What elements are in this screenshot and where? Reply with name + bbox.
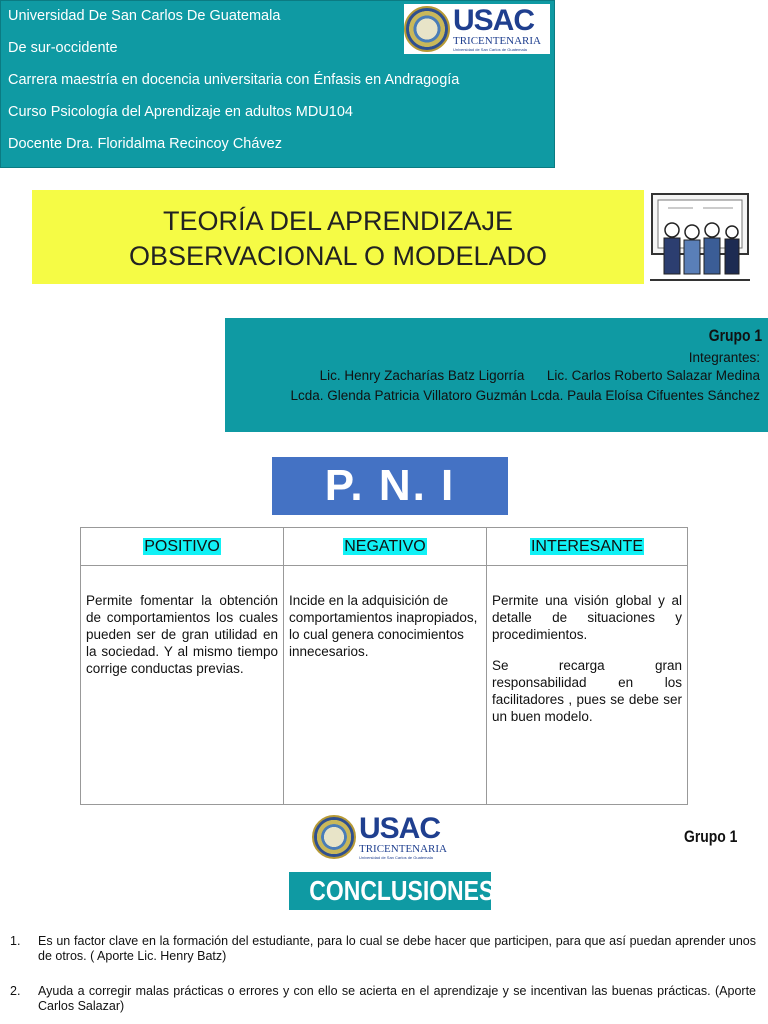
conclusions-title xyxy=(289,872,495,910)
usac-logo-tiny-2: Universidad de San Carlos de Guatemala xyxy=(359,855,433,860)
university-name: Universidad De San Carlos De Guatemala xyxy=(8,8,281,24)
pni-table xyxy=(80,527,688,805)
list-number: 2. xyxy=(10,984,21,998)
header-positivo xyxy=(81,528,284,566)
classroom-illustration xyxy=(648,190,752,286)
usac-logo-conclusions xyxy=(312,812,456,862)
positivo-label: POSITIVO xyxy=(144,537,220,555)
interesante-text-2: Se recarga gran responsabilidad en los facilitadores , pues se debe ser un buen modelo. xyxy=(492,658,682,724)
negativo-label: NEGATIVO xyxy=(344,537,426,555)
course-name: Curso Psicología del Aprendizaje en adultos MDU104 xyxy=(8,104,353,120)
usac-logo-text: USAC xyxy=(453,4,535,37)
members-line-2: Lcda. Glenda Patricia Villatoro Guzmán Lcda. Paula Eloísa Cifuentes Sánchez xyxy=(290,388,760,403)
career-name: Carrera maestría en docencia universitaria con Énfasis en Andragogía xyxy=(8,72,460,88)
interesante-label: INTERESANTE xyxy=(530,537,643,555)
positivo-text: Permite fomentar la obtención de comportamientos los cuales pueden ser de gran utilidad en la sociedad. Y al mismo tiempo corrige conductas previas. xyxy=(86,593,278,676)
title-line-2: OBSERVACIONAL O MODELADO xyxy=(128,241,548,271)
header-interesante xyxy=(487,528,688,566)
list-number: 1. xyxy=(10,934,21,948)
list-text: Es un factor clave en la formación del estudiante, para lo cual se debe hacer que participen, para que así puedan aprender unos de otros. ( Aporte Lic. Henry Batz) xyxy=(38,934,756,963)
pni-title: P. N. I xyxy=(272,457,508,515)
usac-logo-sub: TRICENTENARIA xyxy=(453,35,541,47)
usac-logo-text-2: USAC xyxy=(359,812,441,845)
header-negativo xyxy=(284,528,487,566)
title-line-1: TEORÍA DEL APRENDIZAJE xyxy=(162,206,514,236)
negativo-text: Incide en la adquisición de comportamientos inapropiados, lo cual genera conocimientos innecesarios. xyxy=(289,593,478,659)
group-title: Grupo 1 xyxy=(708,326,762,345)
positivo-cell xyxy=(81,566,284,805)
conclusions-group-title: Grupo 1 xyxy=(684,827,738,846)
members-label: Integrantes: xyxy=(688,350,760,365)
usac-seal-icon-2 xyxy=(312,815,356,859)
usac-logo-sub-2: TRICENTENARIA xyxy=(359,843,447,855)
members-line-1: Lic. Henry Zacharías Batz Ligorría Lic. Carlos Roberto Salazar Medina xyxy=(319,368,760,383)
teacher-name: Docente Dra. Floridalma Recincoy Chávez xyxy=(8,136,282,152)
usac-logo-header xyxy=(404,4,550,54)
interesante-cell xyxy=(487,566,688,805)
campus-name: De sur-occidente xyxy=(8,40,118,56)
negativo-cell xyxy=(284,566,487,805)
interesante-text-1: Permite una visión global y al detalle de situaciones y procedimientos. xyxy=(492,593,682,642)
list-item xyxy=(10,984,756,1014)
title-box xyxy=(32,190,644,284)
group-box xyxy=(225,318,768,432)
usac-logo-tiny: Universidad de San Carlos de Guatemala xyxy=(453,47,527,52)
conclusions-title-text: CONCLUSIONES xyxy=(309,875,495,906)
list-item xyxy=(10,934,756,964)
list-text: Ayuda a corregir malas prácticas o errores y con ello se acierta en el aprendizaje y se incentivan las buenas prácticas. (Aporte Carlos Salazar) xyxy=(38,984,756,1013)
usac-seal-icon xyxy=(404,6,450,52)
